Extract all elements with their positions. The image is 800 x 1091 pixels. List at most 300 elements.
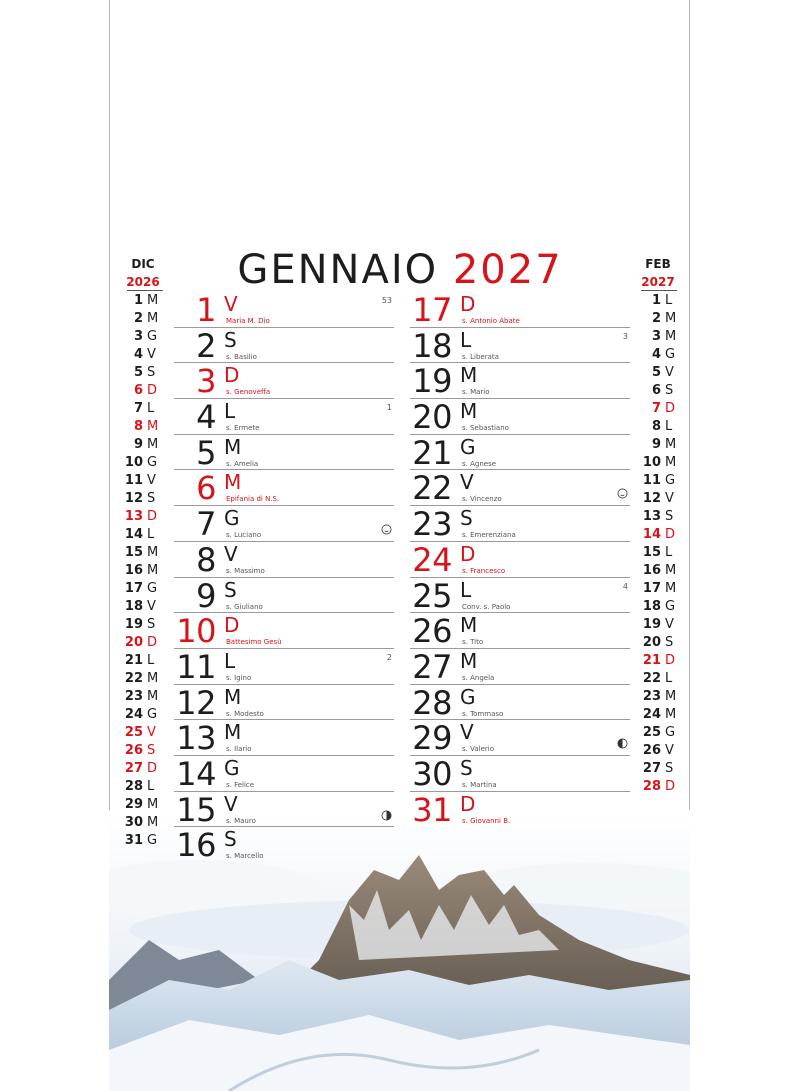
day-row: [410, 470, 630, 506]
mini-day-number: 10: [124, 455, 143, 470]
day-saint: s. Luciano: [226, 531, 262, 540]
mini-day-row: [113, 364, 183, 382]
mini-day-number: 17: [124, 581, 143, 596]
day-weekday: S: [460, 755, 473, 780]
mini-day-row: [113, 598, 183, 616]
day-saint: s. Amelia: [226, 459, 259, 468]
day-row: [410, 685, 630, 721]
day-number: 23: [412, 505, 452, 544]
mini-day-number: 14: [124, 527, 143, 542]
mini-day-row: [631, 454, 701, 472]
day-weekday: L: [224, 648, 236, 673]
mini-day-weekday: D: [147, 509, 158, 524]
day-saint: s. Giovanni B.: [462, 816, 511, 825]
mini-day-row: [631, 310, 701, 328]
day-number: 27: [412, 647, 452, 686]
mini-day-row: [113, 814, 183, 832]
mini-day-number: 4: [651, 347, 661, 362]
mini-day-row: [113, 580, 183, 598]
day-number: 19: [412, 362, 452, 401]
day-number: 30: [412, 754, 452, 793]
day-row: [174, 720, 394, 756]
mini-day-number: 30: [124, 815, 143, 830]
mini-day-row: [631, 562, 701, 580]
mini-day-weekday: D: [147, 635, 158, 650]
mini-day-weekday: M: [665, 455, 677, 470]
day-row: [410, 792, 630, 828]
day-saint: s. Tommaso: [462, 709, 504, 718]
mini-day-number: 29: [124, 797, 143, 812]
day-weekday: D: [460, 541, 476, 566]
mini-day-row: [113, 544, 183, 562]
moon-phase-last-icon: [617, 738, 628, 749]
day-number: 17: [412, 291, 452, 329]
day-row: [174, 578, 394, 614]
mini-day-number: 5: [651, 365, 661, 380]
mini-day-weekday: M: [147, 689, 159, 704]
day-number: 28: [412, 683, 452, 722]
day-saint: s. Giuliano: [226, 602, 263, 611]
day-saint: s. Basilio: [226, 352, 257, 361]
mini-day-number: 22: [642, 671, 661, 686]
mini-day-row: [113, 346, 183, 364]
prev-month-rule: [127, 290, 163, 291]
mini-day-weekday: S: [665, 635, 674, 650]
mini-day-number: 12: [642, 491, 661, 506]
mini-day-weekday: M: [665, 329, 677, 344]
mini-day-weekday: M: [147, 797, 159, 812]
prev-month-list: [113, 292, 183, 850]
mini-day-row: [631, 382, 701, 400]
mini-day-row: [113, 616, 183, 634]
day-number: 24: [412, 540, 452, 579]
mini-day-row: [631, 778, 701, 796]
week-number: 3: [622, 331, 628, 341]
mini-day-row: [113, 508, 183, 526]
mini-day-number: 6: [651, 383, 661, 398]
mini-day-row: [631, 328, 701, 346]
mini-day-row: [113, 454, 183, 472]
mini-day-number: 9: [651, 437, 661, 452]
mini-day-weekday: V: [665, 617, 674, 632]
mini-day-weekday: V: [147, 347, 156, 362]
mini-day-weekday: S: [665, 383, 674, 398]
day-weekday: V: [460, 720, 474, 745]
mini-day-weekday: L: [665, 545, 673, 560]
mini-day-number: 31: [124, 833, 143, 848]
day-weekday: M: [460, 613, 478, 638]
mini-day-number: 2: [133, 311, 143, 326]
mini-day-weekday: L: [147, 779, 155, 794]
mini-day-weekday: M: [147, 671, 159, 686]
mini-day-row: [631, 760, 701, 778]
day-row: [174, 470, 394, 506]
mini-day-row: [113, 418, 183, 436]
prev-month-header: [113, 255, 173, 291]
moon-phase-full-icon: [617, 488, 628, 499]
mini-day-number: 17: [642, 581, 661, 596]
mini-day-number: 14: [642, 527, 661, 542]
day-row: [174, 649, 394, 685]
mini-day-weekday: L: [665, 671, 673, 686]
day-row: [410, 578, 630, 614]
day-row: [174, 506, 394, 542]
day-number: 12: [176, 683, 216, 722]
day-weekday: S: [460, 506, 473, 531]
day-row: [410, 720, 630, 756]
mini-day-number: 1: [133, 293, 143, 308]
day-row: [174, 399, 394, 435]
mini-day-row: [631, 508, 701, 526]
mini-day-number: 23: [642, 689, 661, 704]
day-row: [174, 792, 394, 828]
week-number: 1: [386, 403, 392, 413]
day-saint: s. Igino: [226, 673, 252, 682]
day-saint: s. Ilario: [226, 745, 252, 754]
day-weekday: V: [224, 292, 238, 316]
mini-day-number: 15: [124, 545, 143, 560]
next-month-name: FEB: [645, 257, 671, 271]
mini-day-number: 24: [124, 707, 143, 722]
day-row: [410, 756, 630, 792]
day-weekday: S: [224, 577, 237, 602]
mini-day-weekday: M: [147, 563, 159, 578]
mini-day-number: 21: [124, 653, 143, 668]
day-saint: Conv. s. Paolo: [462, 602, 511, 611]
day-weekday: G: [460, 434, 476, 459]
prev-month-year: 2026: [126, 275, 160, 289]
day-number: 5: [196, 433, 216, 472]
day-saint: s. Liberata: [462, 352, 499, 361]
day-number: 13: [176, 719, 216, 758]
mini-day-weekday: L: [147, 653, 155, 668]
day-number: 21: [412, 433, 452, 472]
day-weekday: D: [460, 292, 476, 316]
mini-day-number: 25: [642, 725, 661, 740]
day-saint: s. Mauro: [226, 816, 256, 825]
mini-day-weekday: D: [665, 527, 676, 542]
day-row: [174, 328, 394, 364]
mini-day-row: [631, 544, 701, 562]
day-saint: s. Agnese: [462, 459, 497, 468]
day-number: 3: [196, 362, 216, 401]
mini-day-row: [631, 490, 701, 508]
week-number: 53: [381, 296, 392, 305]
mini-day-weekday: M: [665, 437, 677, 452]
day-saint: s. Sebastiano: [462, 424, 509, 433]
day-weekday: D: [460, 791, 476, 816]
mini-day-number: 28: [642, 779, 661, 794]
day-row: [174, 435, 394, 471]
day-row: [410, 363, 630, 399]
day-row: [174, 363, 394, 399]
mini-day-number: 15: [642, 545, 661, 560]
mini-day-number: 7: [651, 401, 661, 416]
mini-day-row: [631, 472, 701, 490]
mini-day-weekday: M: [147, 545, 159, 560]
mini-day-weekday: M: [147, 419, 159, 434]
mini-day-weekday: V: [665, 743, 674, 758]
mini-day-weekday: G: [665, 599, 676, 614]
mini-day-weekday: D: [665, 779, 676, 794]
day-weekday: M: [460, 648, 478, 673]
day-weekday: G: [224, 755, 240, 780]
day-number: 6: [196, 469, 216, 508]
day-saint: s. Mario: [462, 388, 490, 397]
mini-day-weekday: D: [665, 653, 676, 668]
mini-day-number: 13: [642, 509, 661, 524]
day-saint: s. Antonio Abate: [462, 317, 520, 325]
day-saint: s. Angela: [462, 673, 495, 682]
day-weekday: L: [460, 327, 472, 352]
mini-day-weekday: S: [147, 491, 156, 506]
day-weekday: D: [224, 363, 240, 388]
mini-day-row: [113, 706, 183, 724]
day-saint: s. Genoveffa: [226, 388, 271, 397]
day-saint: s. Valerio: [462, 745, 494, 754]
mini-day-row: [113, 670, 183, 688]
mini-day-number: 19: [124, 617, 143, 632]
day-weekday: M: [224, 470, 242, 495]
day-row: [174, 542, 394, 578]
mini-day-weekday: V: [665, 365, 674, 380]
next-month-header: [628, 255, 688, 291]
mini-day-number: 8: [133, 419, 143, 434]
mini-day-number: 6: [133, 383, 143, 398]
mini-day-weekday: M: [665, 311, 677, 326]
mini-day-row: [631, 292, 701, 310]
days-column-right: [410, 292, 630, 827]
day-saint: s. Marcello: [226, 852, 264, 861]
mini-day-number: 12: [124, 491, 143, 506]
next-month-rule: [641, 290, 677, 291]
mini-day-row: [631, 742, 701, 760]
mini-day-row: [631, 652, 701, 670]
day-number: 2: [196, 326, 216, 365]
mini-day-row: [631, 706, 701, 724]
mini-day-weekday: V: [147, 473, 156, 488]
mini-day-number: 16: [124, 563, 143, 578]
day-weekday: S: [224, 327, 237, 352]
next-month-year: 2027: [641, 275, 675, 289]
day-weekday: V: [224, 541, 238, 566]
mini-day-row: [631, 670, 701, 688]
mini-day-number: 11: [124, 473, 143, 488]
mini-day-weekday: M: [665, 563, 677, 578]
mini-day-weekday: S: [665, 761, 674, 776]
mini-day-number: 19: [642, 617, 661, 632]
moon-phase-new-icon: [381, 524, 392, 535]
mini-day-row: [113, 310, 183, 328]
mini-day-row: [113, 490, 183, 508]
day-saint: s. Martina: [462, 780, 497, 789]
mini-day-row: [113, 634, 183, 652]
mini-day-row: [631, 634, 701, 652]
mini-day-weekday: M: [147, 311, 159, 326]
mini-day-row: [113, 724, 183, 742]
mini-day-number: 27: [124, 761, 143, 776]
mini-day-row: [113, 292, 183, 310]
mini-day-weekday: M: [665, 707, 677, 722]
day-number: 9: [196, 576, 216, 615]
day-row: [410, 435, 630, 471]
day-number: 22: [412, 469, 452, 508]
mini-day-number: 25: [124, 725, 143, 740]
mini-day-row: [113, 742, 183, 760]
mini-day-row: [113, 382, 183, 400]
mini-day-number: 11: [642, 473, 661, 488]
day-number: 26: [412, 612, 452, 651]
mini-day-number: 18: [124, 599, 143, 614]
mini-day-weekday: G: [147, 455, 158, 470]
mini-day-weekday: M: [665, 581, 677, 596]
day-weekday: M: [224, 684, 242, 709]
day-row: [174, 685, 394, 721]
mini-day-weekday: D: [147, 383, 158, 398]
day-saint: s. Modesto: [226, 709, 264, 718]
mini-day-weekday: V: [665, 491, 674, 506]
day-weekday: S: [224, 827, 237, 852]
day-row: [174, 613, 394, 649]
mini-day-weekday: D: [665, 401, 676, 416]
day-weekday: G: [460, 684, 476, 709]
mini-day-weekday: M: [147, 437, 159, 452]
prev-month-name: DIC: [131, 257, 155, 271]
mini-day-row: [631, 724, 701, 742]
mini-day-weekday: G: [147, 833, 158, 848]
mini-day-number: 26: [124, 743, 143, 758]
day-saint: Battesimo Gesù: [226, 638, 282, 647]
day-number: 14: [176, 754, 216, 793]
day-number: 11: [176, 647, 216, 686]
mini-day-row: [631, 526, 701, 544]
mini-day-number: 7: [133, 401, 143, 416]
day-row: [174, 827, 394, 863]
mini-day-row: [113, 760, 183, 778]
mini-day-number: 21: [642, 653, 661, 668]
mini-day-number: 13: [124, 509, 143, 524]
mini-day-weekday: S: [147, 617, 156, 632]
day-weekday: L: [224, 399, 236, 424]
week-number: 2: [386, 652, 392, 662]
day-saint: s. Ermete: [226, 424, 260, 433]
mini-day-row: [631, 688, 701, 706]
mini-day-row: [113, 688, 183, 706]
day-weekday: V: [460, 470, 474, 495]
day-row: [410, 649, 630, 685]
mini-day-weekday: V: [147, 725, 156, 740]
mini-day-row: [113, 526, 183, 544]
mini-day-weekday: G: [665, 725, 676, 740]
day-saint: s. Francesco: [462, 566, 506, 575]
mini-day-number: 8: [651, 419, 661, 434]
mini-day-weekday: L: [147, 527, 155, 542]
mini-day-number: 22: [124, 671, 143, 686]
day-row: [410, 328, 630, 364]
mini-day-row: [113, 562, 183, 580]
day-number: 31: [412, 790, 452, 829]
day-saint: s. Vincenzo: [462, 495, 502, 504]
day-number: 4: [196, 398, 216, 437]
mini-day-number: 16: [642, 563, 661, 578]
day-number: 16: [176, 826, 216, 865]
month-name: GENNAIO: [237, 247, 439, 293]
day-number: 10: [176, 612, 216, 651]
mini-day-number: 23: [124, 689, 143, 704]
mini-day-row: [631, 436, 701, 454]
year: 2027: [452, 247, 563, 293]
mini-day-number: 18: [642, 599, 661, 614]
mini-day-weekday: L: [147, 401, 155, 416]
mini-day-row: [113, 778, 183, 796]
day-saint: Epifania di N.S.: [226, 495, 280, 504]
mini-day-row: [113, 796, 183, 814]
day-saint: s. Felice: [226, 780, 255, 789]
mini-day-number: 28: [124, 779, 143, 794]
day-row: [410, 542, 630, 578]
mini-day-row: [631, 580, 701, 598]
day-number: 25: [412, 576, 452, 615]
mini-day-row: [631, 364, 701, 382]
next-month-list: [631, 292, 701, 796]
mini-day-number: 20: [124, 635, 143, 650]
mini-day-row: [631, 400, 701, 418]
day-weekday: L: [460, 577, 472, 602]
day-number: 7: [196, 505, 216, 544]
mini-day-number: 2: [651, 311, 661, 326]
day-weekday: M: [460, 399, 478, 424]
day-row: [410, 292, 630, 328]
mini-day-weekday: S: [665, 509, 674, 524]
day-saint: Maria M. Dio: [226, 317, 270, 325]
mini-day-row: [113, 832, 183, 850]
mini-day-row: [631, 418, 701, 436]
mini-day-number: 4: [133, 347, 143, 362]
mini-day-number: 26: [642, 743, 661, 758]
mini-day-weekday: M: [147, 293, 159, 308]
day-row: [174, 292, 394, 328]
day-weekday: V: [224, 791, 238, 816]
mini-day-row: [631, 346, 701, 364]
days-column-left: [174, 292, 394, 863]
day-number: 18: [412, 326, 452, 365]
day-weekday: M: [224, 720, 242, 745]
mini-day-row: [631, 616, 701, 634]
mini-day-weekday: L: [665, 419, 673, 434]
day-weekday: M: [460, 363, 478, 388]
day-number: 29: [412, 719, 452, 758]
mini-day-number: 3: [133, 329, 143, 344]
mini-day-number: 10: [642, 455, 661, 470]
mini-day-number: 5: [133, 365, 143, 380]
mini-day-weekday: G: [665, 347, 676, 362]
day-weekday: D: [224, 613, 240, 638]
mini-day-row: [113, 436, 183, 454]
mini-day-weekday: S: [147, 365, 156, 380]
mini-day-row: [631, 598, 701, 616]
day-saint: s. Massimo: [226, 566, 265, 575]
mini-day-number: 9: [133, 437, 143, 452]
mini-day-weekday: G: [147, 707, 158, 722]
mini-day-row: [113, 472, 183, 490]
day-row: [410, 506, 630, 542]
day-row: [410, 613, 630, 649]
week-number: 4: [622, 581, 628, 591]
day-row: [410, 399, 630, 435]
mini-day-number: 24: [642, 707, 661, 722]
day-number: 15: [176, 790, 216, 829]
mini-day-number: 3: [651, 329, 661, 344]
